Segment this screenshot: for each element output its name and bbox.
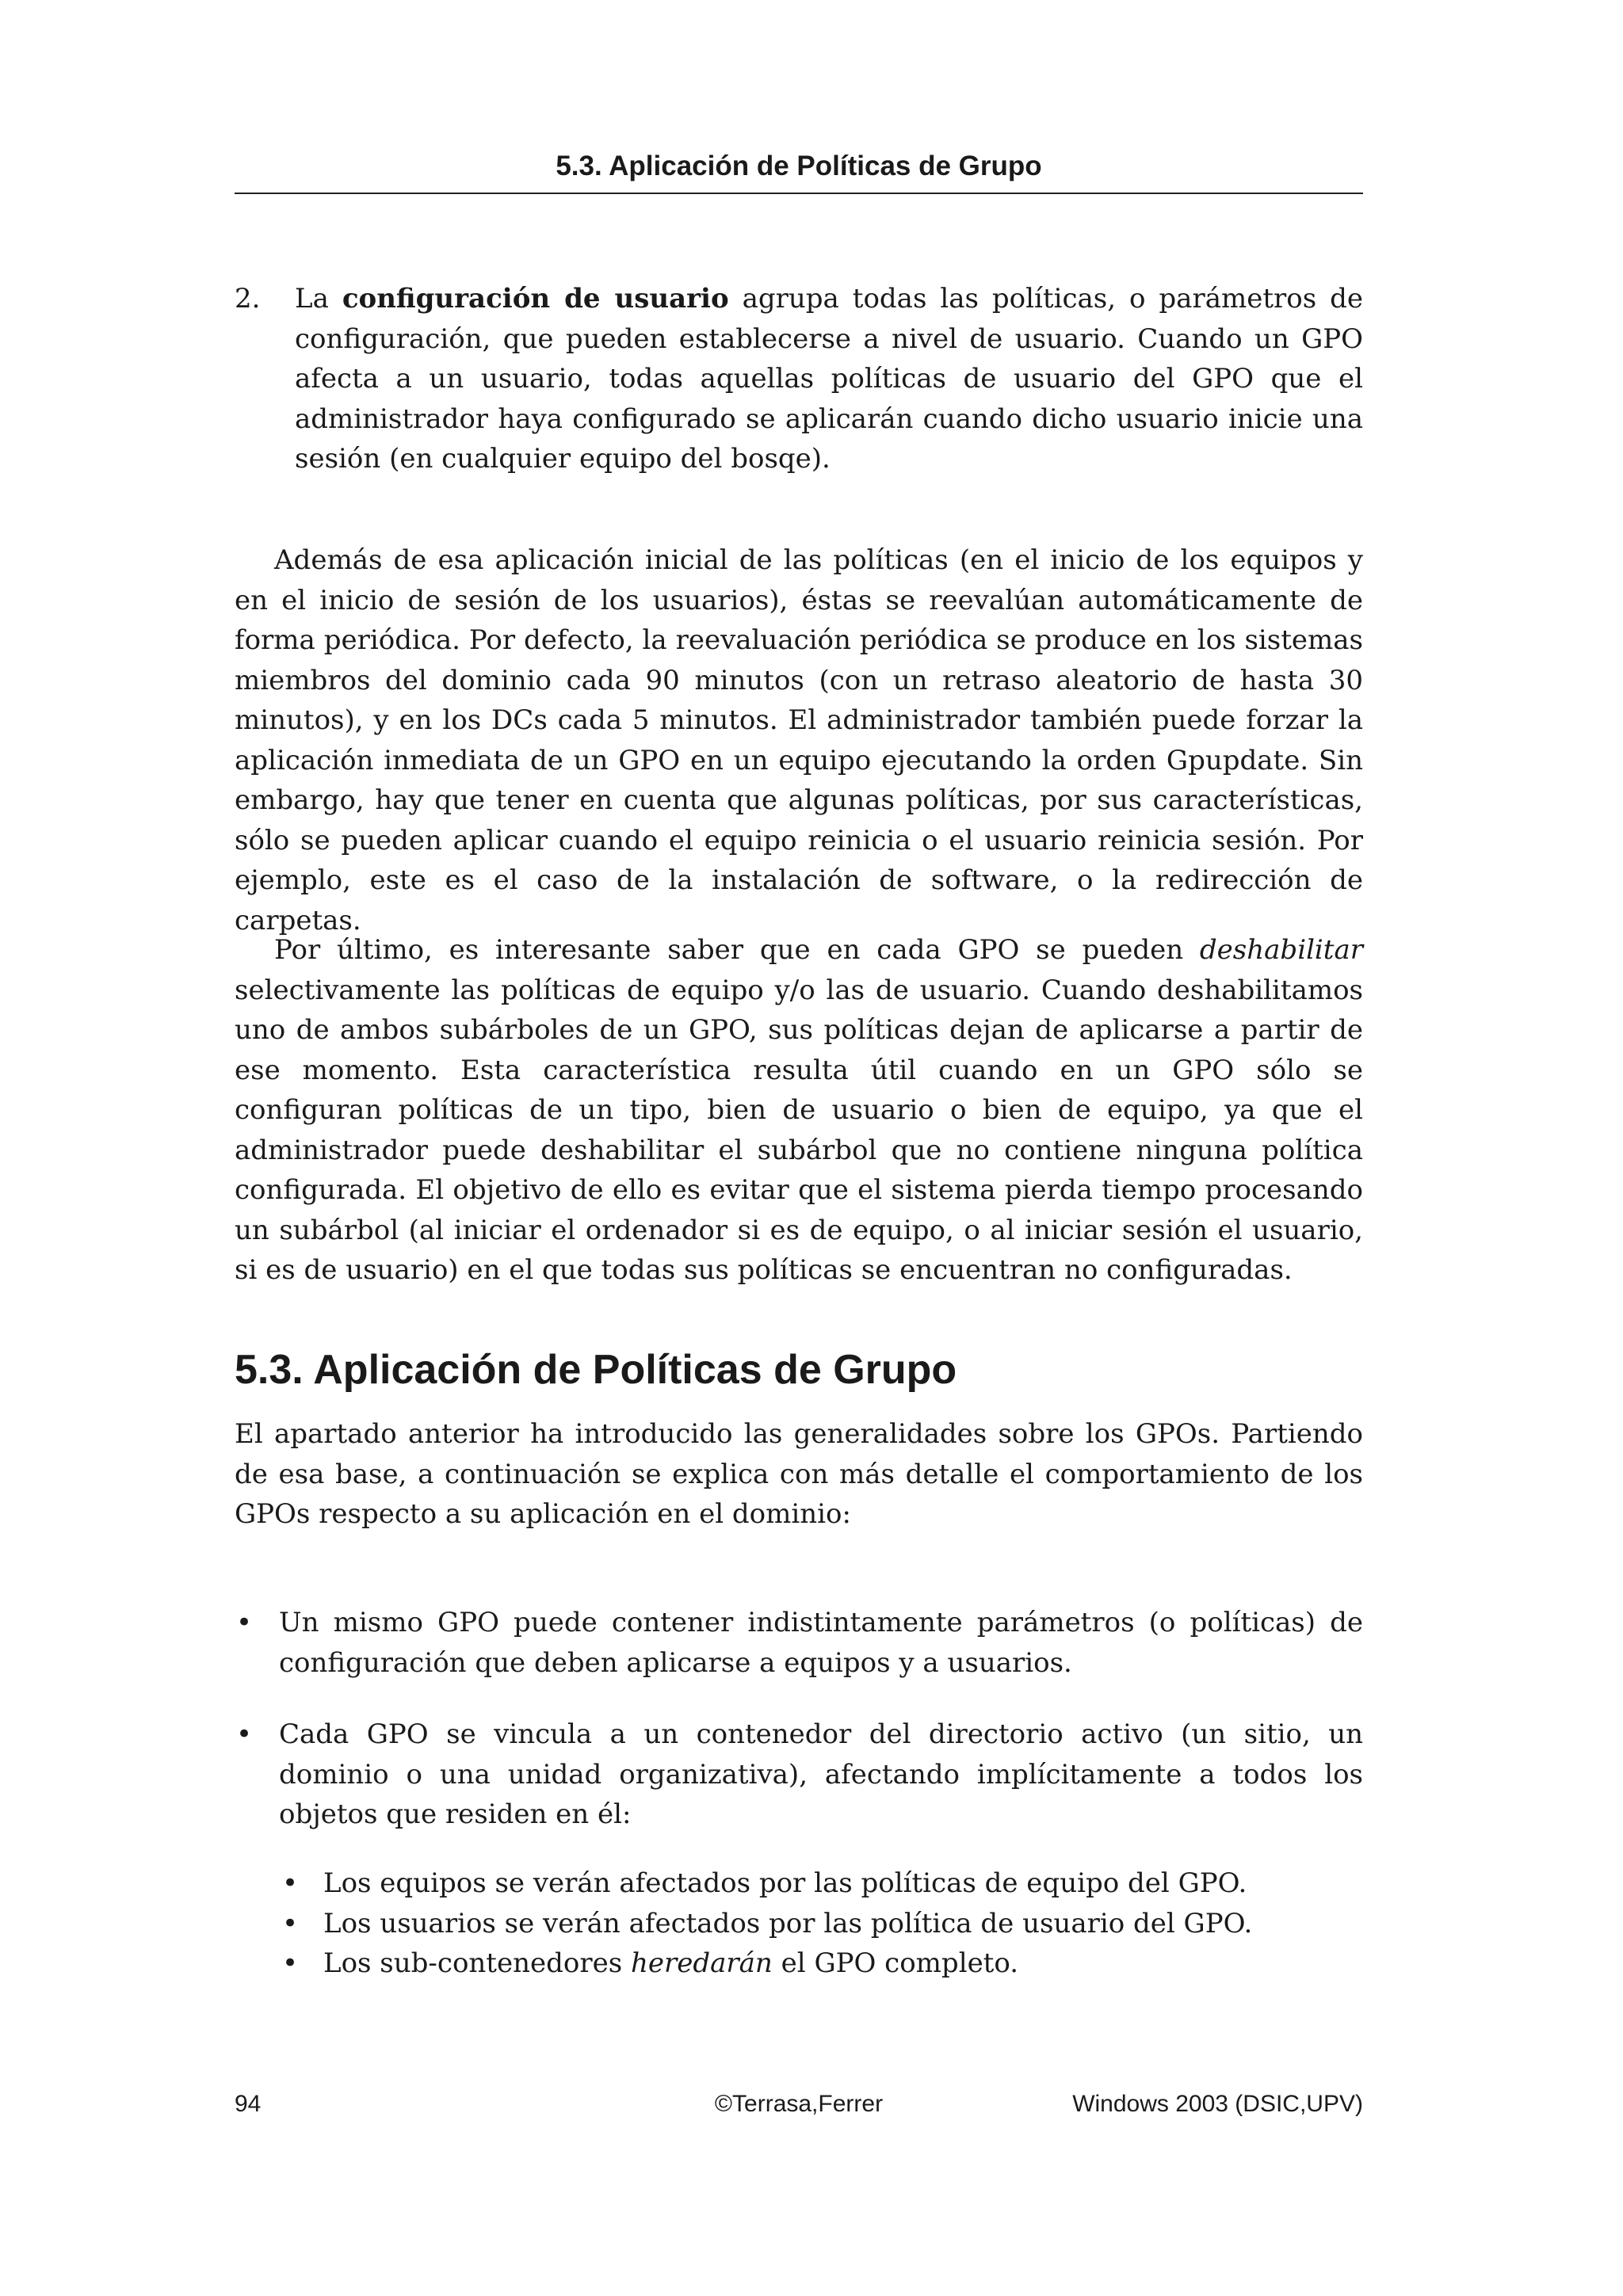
footer-book-title: Windows 2003 (DSIC,UPV) <box>1072 2091 1363 2117</box>
italic-term: heredarán <box>630 1947 773 1979</box>
page-number: 94 <box>235 2091 262 2117</box>
list-number: 2. <box>235 283 261 315</box>
list-item-text: La configuración de usuario agrupa todas las políticas, o parámetros de configuración, que pueden establecerse a nivel de usuario. Cuando un GPO afecta a un usuario, todas aquellas políticas de usuario del GPO que el administrador haya configurado se aplicarán cuando dicho usuario inicie una sesión (en cualquier equipo del bosqe). <box>295 283 1364 475</box>
paragraph-disable-subtrees: Por último, es interesante saber que en cada GPO se pueden deshabilitar selectivamente las políticas de equipo y/o las de usuario. Cuando deshabilitamos uno de ambos subárboles de un GPO, sus políticas dejan de aplicarse a partir de ese momento. Esta característica resulta útil cuando en un GPO sólo se configuran políticas de un tipo, bien de usuario o bien de equipo, ya que el administrador puede deshabilitar el subárbol que no contiene ninguna política configurada. El objetivo de ello es evitar que el sistema pierda tiempo procesando un subárbol (al iniciar el ordenador si es de equipo, o al iniciar sesión el usuario, si es de usuario) en el que todas sus políticas se encuentran no configuradas. <box>235 934 1363 1286</box>
section-intro: El apartado anterior ha introducido las generalidades sobre los GPOs. Partiendo de esa base, a continuación se explica con más detalle el comportamiento de los GPOs respecto a su aplicación en el dominio: <box>235 1418 1363 1530</box>
bold-term: configuración de usuario <box>342 283 729 315</box>
bullet-item <box>235 1603 1363 1683</box>
section-heading: 5.3. Aplicación de Políticas de Grupo <box>235 1347 957 1393</box>
italic-term: deshabilitar <box>1199 934 1363 966</box>
bullet-icon: • <box>236 1607 253 1638</box>
sub-bullet-item <box>279 1863 1363 1904</box>
sub-bullet-list <box>279 1863 1363 1984</box>
bullet-item <box>235 1714 1363 1835</box>
sub-bullet-text: Los usuarios se verán afectados por las política de usuario del GPO. <box>323 1907 1253 1939</box>
sub-bullet-text: Los equipos se verán afectados por las políticas de equipo del GPO. <box>323 1867 1247 1899</box>
footer-copyright: ©Terrasa,Ferrer <box>714 2091 884 2117</box>
numbered-list-item <box>235 279 1363 479</box>
header-rule <box>235 193 1363 194</box>
bullet-icon: • <box>282 1947 299 1979</box>
bullet-icon: • <box>282 1907 299 1939</box>
sub-bullet-item <box>279 1904 1363 1944</box>
bullet-icon: • <box>236 1718 253 1750</box>
bullet-icon: • <box>282 1867 299 1899</box>
running-header: 5.3. Aplicación de Políticas de Grupo <box>556 151 1042 181</box>
bullet-text: Cada GPO se vincula a un contenedor del directorio activo (un sitio, un dominio o una unidad organizativa), afectando implícitamente a todos los objetos que residen en él: <box>279 1718 1363 1830</box>
sub-bullet-item <box>279 1943 1363 1984</box>
page-footer <box>235 2087 1363 2122</box>
sub-bullet-text: Los sub-contenedores heredarán el GPO completo. <box>323 1947 1019 1979</box>
paragraph-policy-refresh: Además de esa aplicación inicial de las políticas (en el inicio de los equipos y en el inicio de sesión de los usuarios), éstas se reevalúan automáticamente de forma periódica. Por defecto, la reevaluación periódica se produce en los sistemas miembros del dominio cada 90 minutos (con un retraso aleatorio de hasta 30 minutos), y en los DCs cada 5 minutos. El administrador también puede forzar la aplicación inmediata de un GPO en un equipo ejecutando la orden Gpupdate. Sin embargo, hay que tener en cuenta que algunas políticas, por sus características, sólo se pueden aplicar cuando el equipo reinicia o el usuario reinicia sesión. Por ejemplo, este es el caso de la instalación de software, o la redirección de carpetas. <box>235 544 1363 936</box>
bullet-text: Un mismo GPO puede contener indistintamente parámetros (o políticas) de configuración que deben aplicarse a equipos y a usuarios. <box>279 1607 1363 1679</box>
